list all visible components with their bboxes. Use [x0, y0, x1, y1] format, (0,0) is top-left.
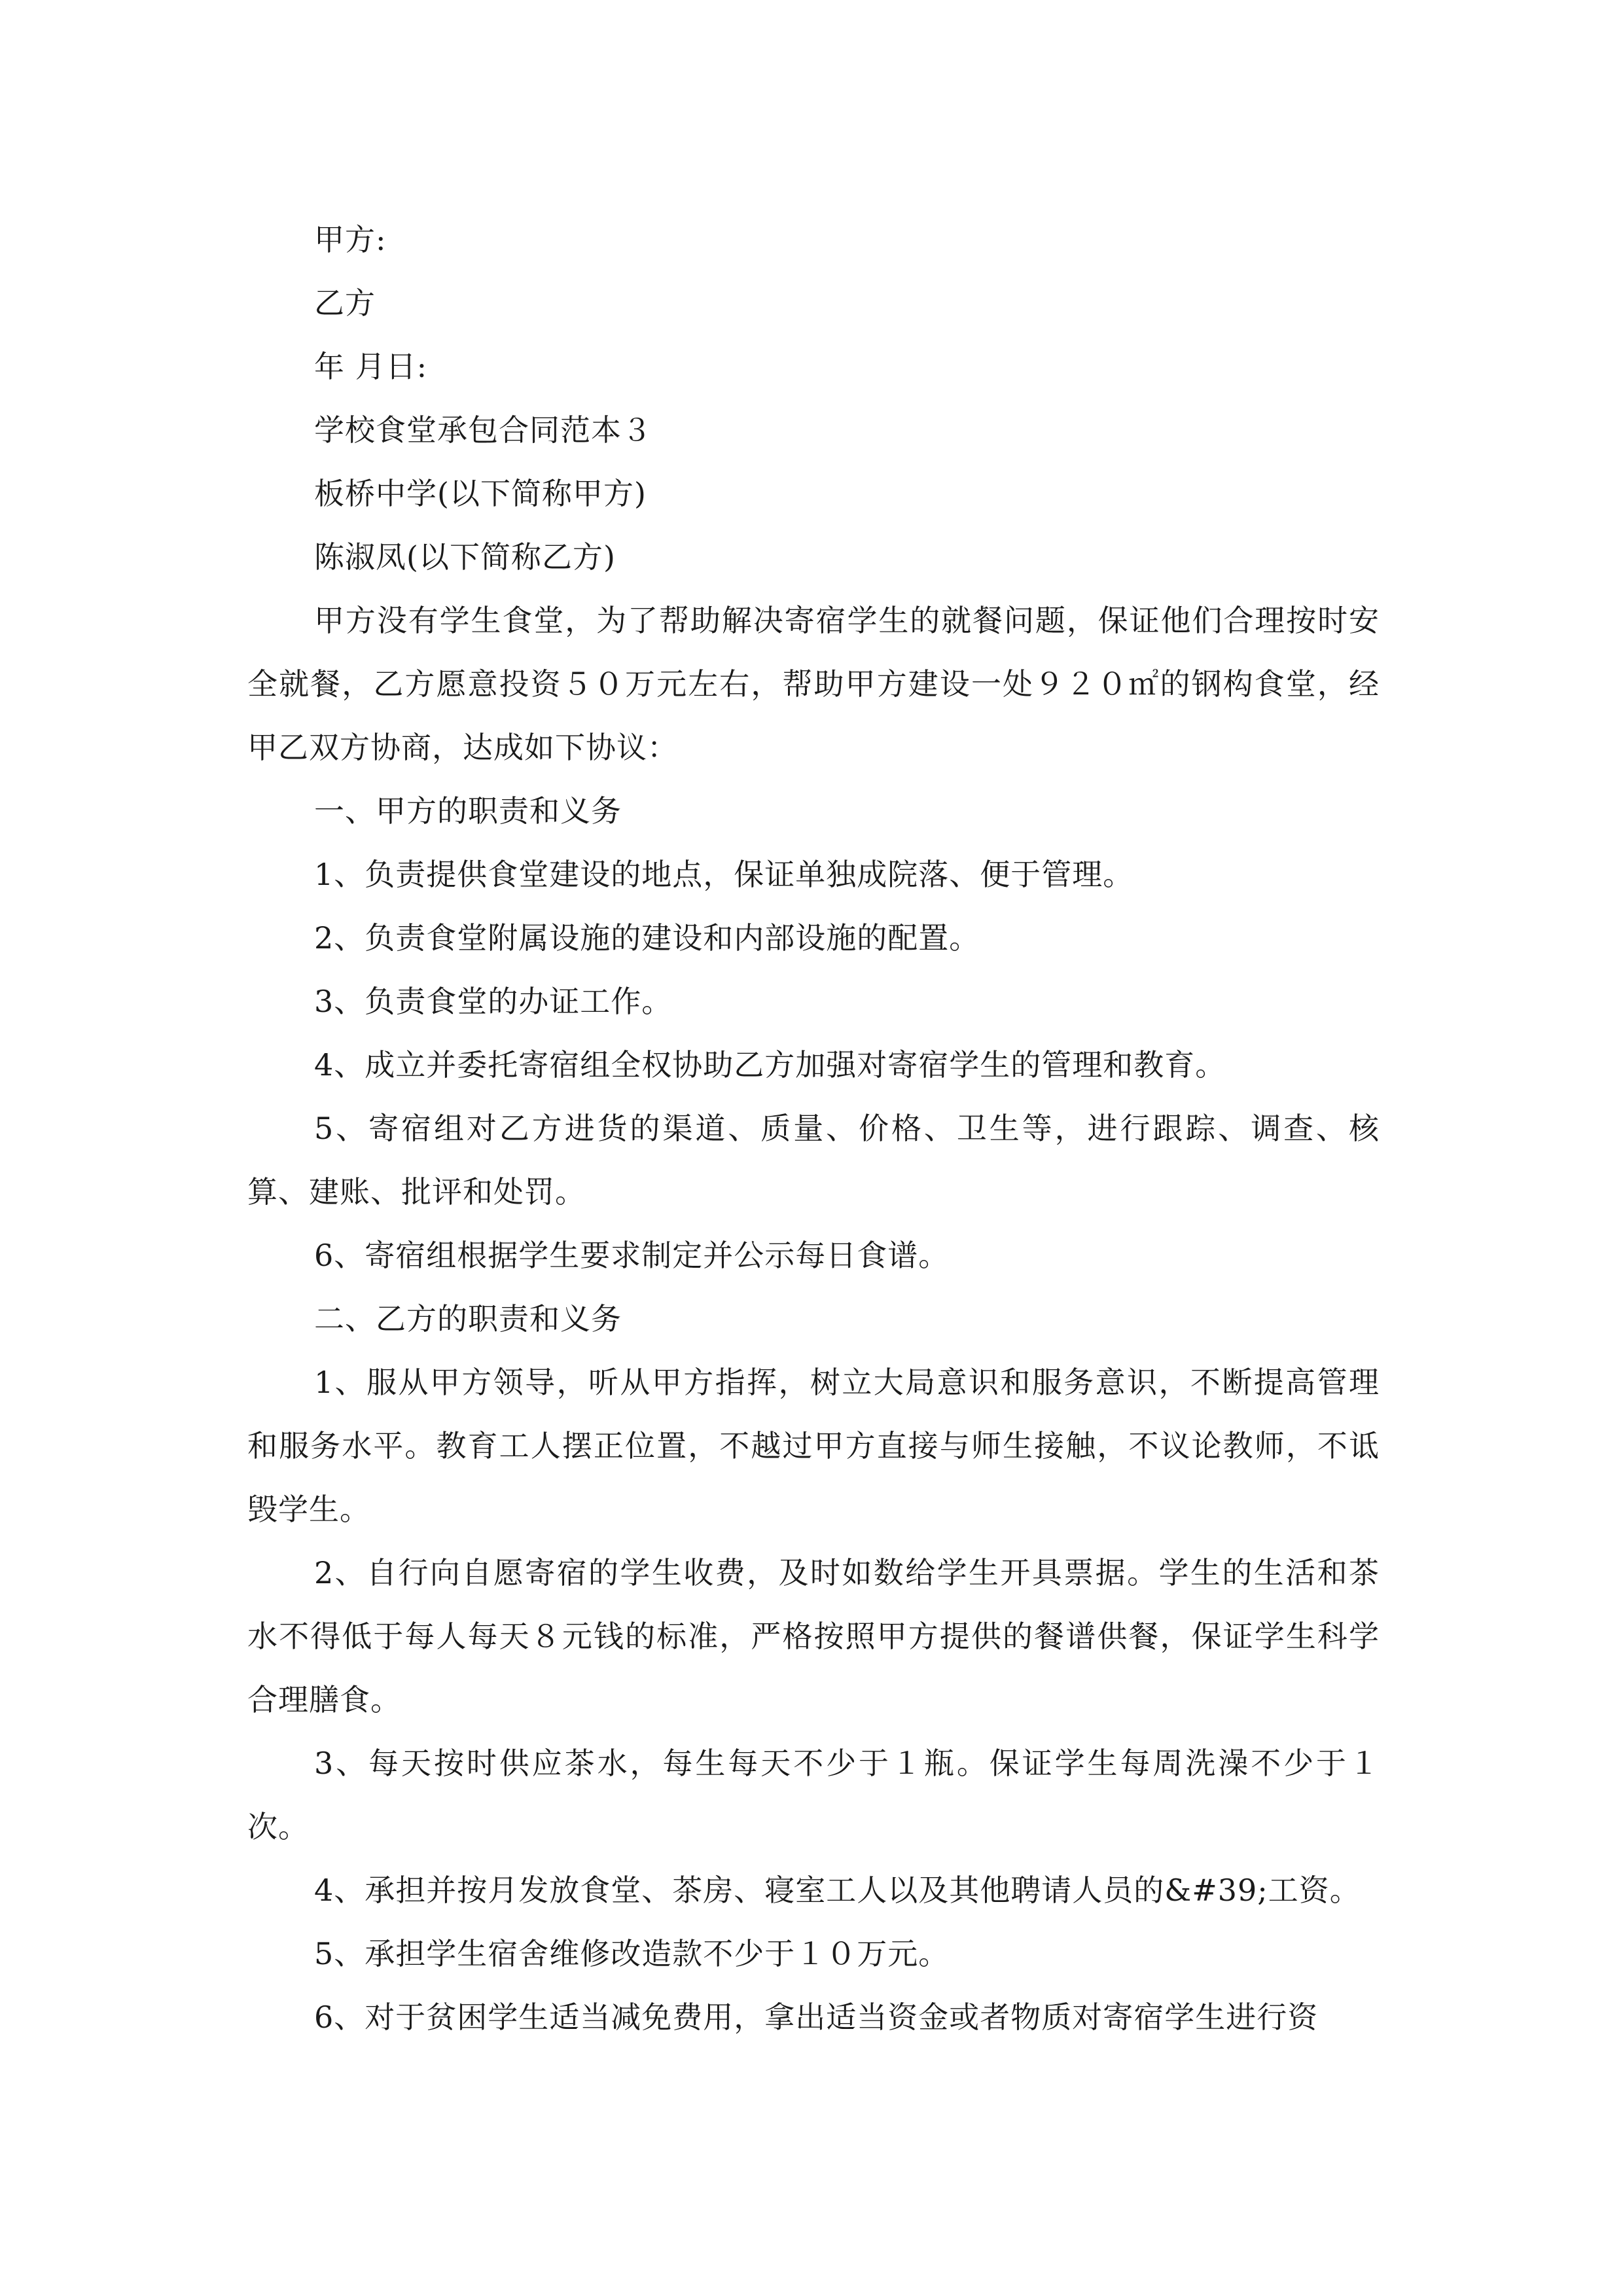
party-a-clause-3: 3、负责食堂的办证工作。 — [314, 984, 673, 1019]
party-b-name: 陈淑凤(以下简称乙方) — [314, 539, 616, 575]
party-a-clause-1: 1、负责提供食堂建设的地点，保证单独成院落、便于管理。 — [314, 857, 1134, 892]
party-a-clause-5: 5、寄宿组对乙方进货的渠道、质量、价格、卫生等，进行跟踪、调查、核算、建账、批评和处罚。 — [247, 1111, 1380, 1210]
party-b-clause-5: 5、承担学生宿舍维修改造款不少于１０万元。 — [314, 1936, 950, 1971]
party-b-clause-6: 6、对于贫困学生适当减免费用，拿出适当资金或者物质对寄宿学生进行资 — [314, 2000, 1319, 2035]
party-a-line: 甲方: — [314, 222, 387, 257]
party-b-clause-3: 3、每天按时供应茶水，每生每天不少于１瓶。保证学生每周洗澡不少于１次。 — [247, 1746, 1380, 1844]
party-b-clause-4: 4、承担并按月发放食堂、茶房、寝室工人以及其他聘请人员的&#39;工资。 — [314, 1873, 1361, 1908]
party-a-clause-2: 2、负责食堂附属设施的建设和内部设施的配置。 — [314, 920, 980, 956]
section-heading-party-a: 一、甲方的职责和义务 — [314, 793, 622, 829]
party-a-clause-4: 4、成立并委托寄宿组全权协助乙方加强对寄宿学生的管理和教育。 — [314, 1047, 1226, 1083]
party-b-clause-1: 1、服从甲方领导，听从甲方指挥，树立大局意识和服务意识，不断提高管理和服务水平。教育工人摆正位置，不越过甲方直接与师生接触，不议论教师，不诋毁学生。 — [247, 1365, 1380, 1527]
preamble-paragraph: 甲方没有学生食堂，为了帮助解决寄宿学生的就餐问题，保证他们合理按时安全就餐，乙方愿意投资５０万元左右，帮助甲方建设一处９２０㎡的钢构食堂，经甲乙双方协商，达成如下协议： — [247, 603, 1380, 765]
section-heading-party-b: 二、乙方的职责和义务 — [314, 1301, 622, 1336]
party-a-name: 板桥中学(以下简称甲方) — [314, 476, 647, 511]
contract-title: 学校食堂承包合同范本３ — [314, 412, 652, 448]
date-line: 年 月日: — [314, 349, 428, 384]
party-a-clause-6: 6、寄宿组根据学生要求制定并公示每日食谱。 — [314, 1238, 950, 1273]
party-b-clause-2: 2、自行向自愿寄宿的学生收费，及时如数给学生开具票据。学生的生活和茶水不得低于每人每天８元钱的标准，严格按照甲方提供的餐谱供餐，保证学生科学合理膳食。 — [247, 1555, 1380, 1717]
party-b-line: 乙方 — [314, 285, 376, 321]
contract-body — [247, 208, 1380, 2049]
